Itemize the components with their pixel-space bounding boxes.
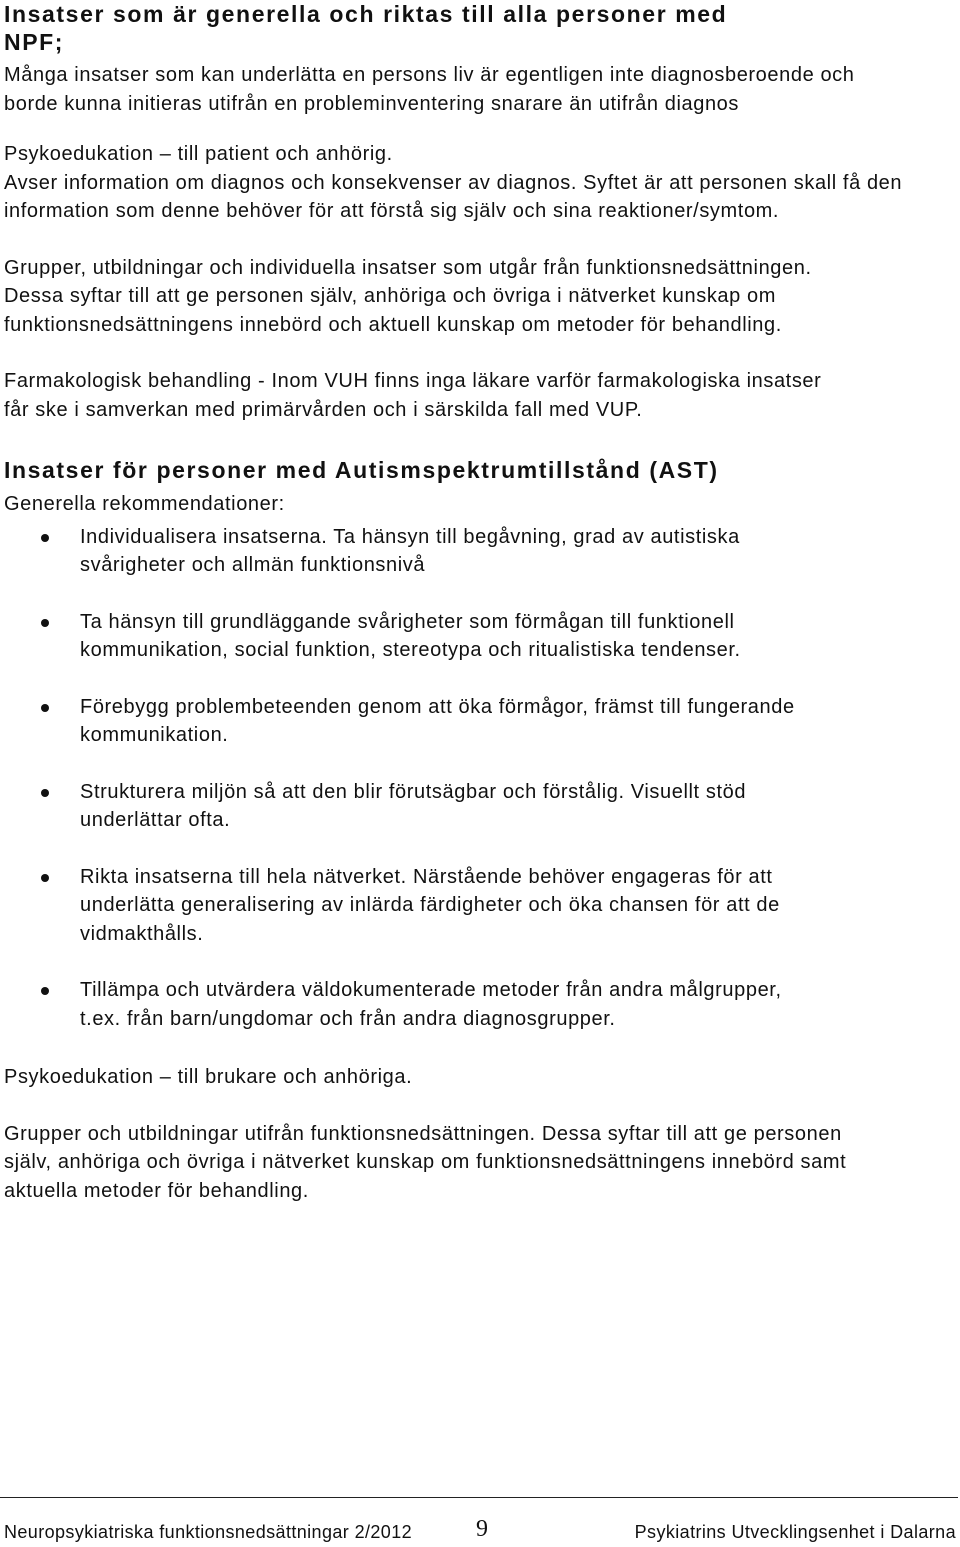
grupper-utbildningar-paragraph: Grupper och utbildningar utifrån funktionsnedsättningen. Dessa syftar till att ge personen själv, anhöriga och övriga i nätverket kunskap om funktionsnedsättningens innebörd samt aktuella metoder för behandling. xyxy=(4,1122,847,1202)
list-item-text: Tillämpa och utvärdera väldokumenterade metoder från andra målgrupper, t.ex. från barn/ungdomar och från andra diagnosgrupper. xyxy=(80,979,782,1030)
list-item-text: Rikta insatserna till hela nätverket. Närstående behöver engageras för att underlätta generalisering av inlärda färdigheter och öka chansen för att de vidmakthålls. xyxy=(80,865,780,945)
list-item-text: Individualisera insatserna. Ta hänsyn till begåvning, grad av autistiska svårigheter och allmän funktionsnivå xyxy=(80,525,740,576)
footer-document-title: Neuropsykiatriska funktionsnedsättningar 2/2012 xyxy=(4,1522,413,1542)
farmakologisk-paragraph: Farmakologisk behandling - Inom VUH finns inga läkare varför farmakologiska insatser får ske i samverkan med primärvården och i särskilda fall med VUP. xyxy=(4,370,822,421)
bullet-icon xyxy=(41,619,49,627)
bullet-icon xyxy=(41,704,49,712)
grupper-paragraph: Grupper, utbildningar och individuella insatser som utgår från funktionsnedsättningen. Dessa syftar till att ge personen själv, anhöriga och övriga i nätverket kunskap om funktionsnedsättningens innebörd och aktuell kunskap om metoder för behandling. xyxy=(4,256,812,336)
heading-line-1: Insatser som är generella och riktas till alla personer med xyxy=(4,1,728,27)
recommendation-list xyxy=(4,523,804,1034)
section-heading-npf xyxy=(4,0,954,56)
page-footer xyxy=(4,1516,956,1546)
list-item-text: Förebygg problembeteenden genom att öka förmågor, främst till fungerande kommunikation. xyxy=(80,695,795,746)
section-heading-ast: Insatser för personer med Autismspektrumtillstånd (AST) xyxy=(4,457,719,483)
bullet-icon xyxy=(41,874,49,882)
psykoedukation-title: Psykoedukation – till patient och anhörig. xyxy=(4,143,393,165)
footer-organization: Psykiatrins Utvecklingsenhet i Dalarna xyxy=(634,1522,956,1542)
generella-rekommendationer: Generella rekommendationer: xyxy=(4,493,285,515)
bullet-icon xyxy=(41,987,49,995)
heading-line-2: NPF; xyxy=(4,29,65,55)
bullet-icon xyxy=(41,789,49,797)
list-item-text: Strukturera miljön så att den blir förutsägbar och förstålig. Visuellt stöd underlättar ofta. xyxy=(80,780,747,831)
list-item xyxy=(4,523,804,580)
list-item xyxy=(4,863,804,949)
list-item-text: Ta hänsyn till grundläggande svårigheter som förmågan till funktionell kommunikation, social funktion, stereotypa och ritualistiska tendenser. xyxy=(80,610,741,661)
list-item xyxy=(4,778,804,835)
psykoedukation-brukare: Psykoedukation – till brukare och anhöriga. xyxy=(4,1066,413,1088)
bullet-icon xyxy=(41,534,49,542)
list-item xyxy=(4,608,804,665)
psykoedukation-text: Avser information om diagnos och konsekvenser av diagnos. Syftet är att personen skall få den information som denne behöver för att förstå sig själv och sina reaktioner/symtom. xyxy=(4,171,903,222)
document-page xyxy=(4,0,954,1205)
list-item xyxy=(4,693,804,750)
intro-paragraph: Många insatser som kan underlätta en persons liv är egentligen inte diagnosberoende och borde kunna initieras utifrån en probleminventering snarare än utifrån diagnos xyxy=(4,64,855,115)
list-item xyxy=(4,976,804,1033)
page-number: 9 xyxy=(476,1516,488,1542)
footer-divider xyxy=(0,1497,958,1498)
